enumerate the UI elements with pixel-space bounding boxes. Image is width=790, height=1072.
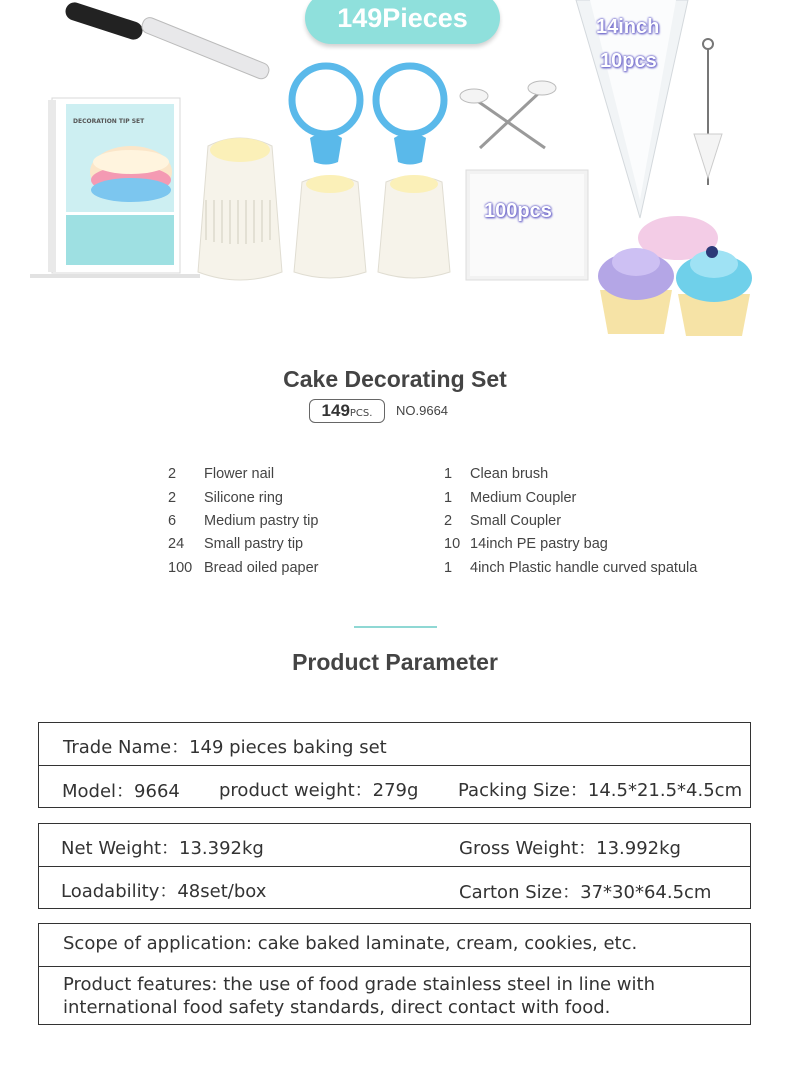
parameter-table-2 bbox=[38, 823, 751, 909]
product-illustration bbox=[0, 0, 790, 345]
flower-nail-illustration bbox=[476, 92, 545, 148]
set-title: Cake Decorating Set bbox=[283, 366, 507, 392]
section-divider bbox=[354, 626, 437, 628]
parameter-table-3 bbox=[38, 923, 751, 1025]
cupcake-illustration bbox=[598, 216, 752, 336]
packing-size: Packing Size：14.5*21.5*4.5cm bbox=[458, 780, 743, 801]
box-title: DECORATION TIP SET bbox=[73, 118, 145, 125]
table-row bbox=[39, 765, 750, 807]
product-features: Product features: the use of food grade stainless steel in line with international food safety standards, direct contact with food. bbox=[63, 974, 655, 1018]
parameter-title: Product Parameter bbox=[292, 649, 498, 675]
table-row bbox=[39, 866, 750, 908]
pcs-unit: PCS. bbox=[349, 408, 373, 419]
bag-count-label: 10pcs bbox=[600, 50, 657, 72]
clean-brush-illustration bbox=[694, 39, 722, 185]
small-coupler-illustration bbox=[294, 175, 450, 278]
trade-name: Trade Name：149 pieces baking set bbox=[63, 737, 387, 758]
silicone-ring-illustration bbox=[292, 66, 444, 134]
product-weight: product weight：279g bbox=[219, 780, 419, 801]
oiled-paper-illustration bbox=[466, 170, 588, 280]
net-weight: Net Weight：13.392kg bbox=[61, 838, 264, 859]
product-image bbox=[0, 0, 790, 345]
table-row bbox=[39, 966, 750, 1024]
table-row bbox=[39, 723, 750, 765]
table-row bbox=[39, 824, 750, 866]
large-coupler-illustration bbox=[198, 138, 282, 280]
loadability: Loadability：48set/box bbox=[61, 881, 267, 902]
table-row bbox=[39, 924, 750, 966]
carton-size: Carton Size：37*30*64.5cm bbox=[459, 882, 712, 903]
paper-count-label: 100pcs bbox=[484, 200, 552, 222]
model: Model：9664 bbox=[62, 781, 180, 802]
gross-weight: Gross Weight：13.992kg bbox=[459, 838, 681, 859]
pcs-number: 149 bbox=[321, 401, 350, 420]
piece-count-badge: 149Pieces bbox=[305, 0, 500, 44]
model-number: NO.9664 bbox=[396, 403, 449, 418]
scope-of-application: Scope of application: cake baked laminate, cream, cookies, etc. bbox=[63, 933, 638, 954]
spatula-illustration bbox=[63, 0, 271, 81]
pcs-badge bbox=[309, 399, 385, 423]
parameter-table-1 bbox=[38, 722, 751, 808]
bag-size-label: 14inch bbox=[596, 16, 660, 38]
